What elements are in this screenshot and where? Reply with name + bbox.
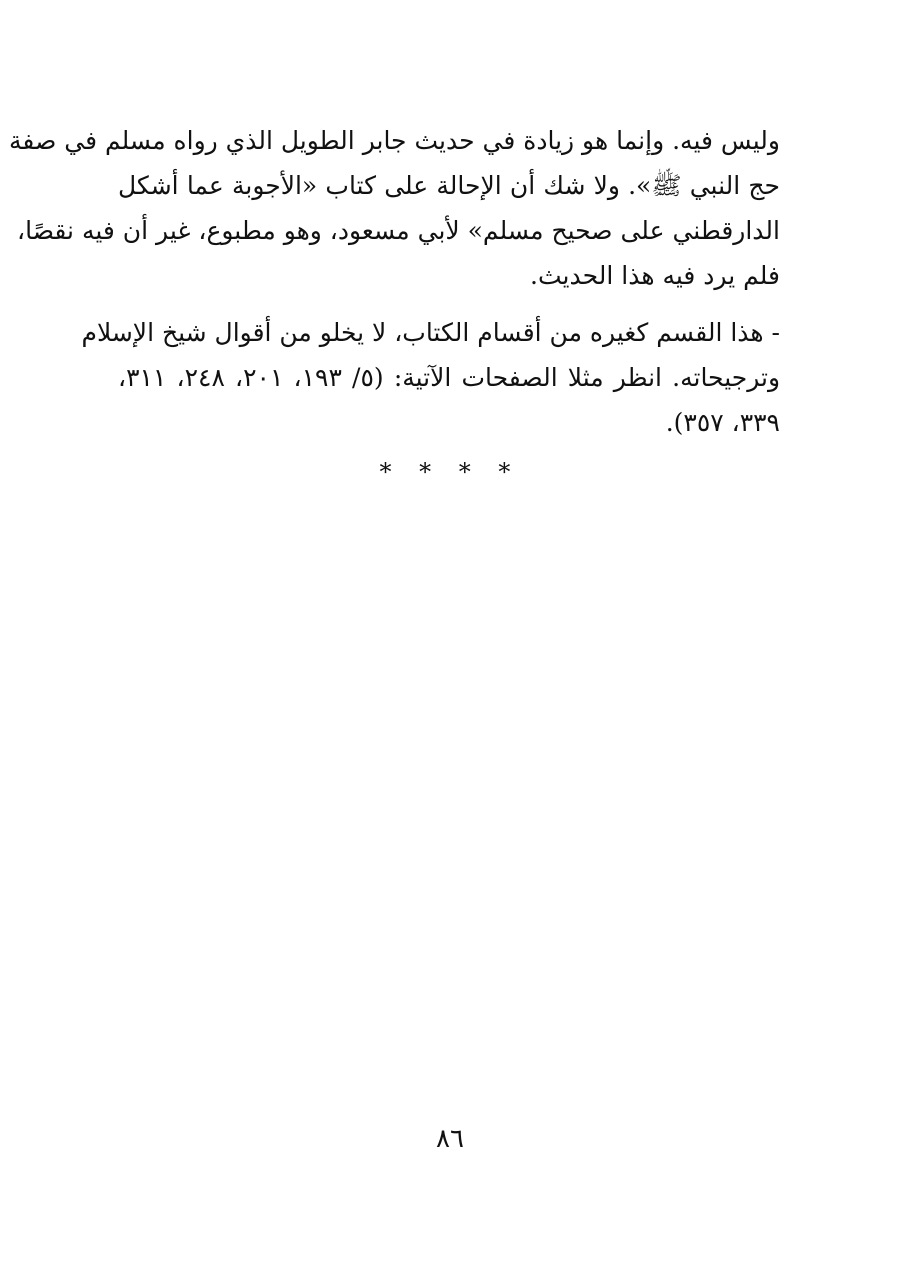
paragraph-note [81,310,781,445]
page-number: ٨٦ [436,1124,464,1154]
text-line: ٣٣٩، ٣٥٧). [665,408,780,437]
paragraph-continuation [9,118,780,298]
text-line: حج النبي ﷺ». ولا شك أن الإحالة على كتاب «الأجوبة عما أشكل [118,171,780,200]
text-line: وليس فيه. وإنما هو زيادة في حديث جابر الطويل الذي رواه مسلم في صفة [9,126,780,155]
text-line: فلم يرد فيه هذا الحديث. [530,261,780,290]
text-line: الدارقطني على صحيح مسلم» لأبي مسعود، وهو مطبوع، غير أن فيه نقصًا، [17,216,780,245]
text-line: - هذا القسم كغيره من أقسام الكتاب، لا يخلو من أقوال شيخ الإسلام [81,318,780,347]
section-separator: * * * * [379,458,521,486]
text-line: وترجيحاته. انظر مثلا الصفحات الآتية: (٥/ ١٩٣، ٢٠١، ٢٤٨، ٣١١، [118,363,781,392]
